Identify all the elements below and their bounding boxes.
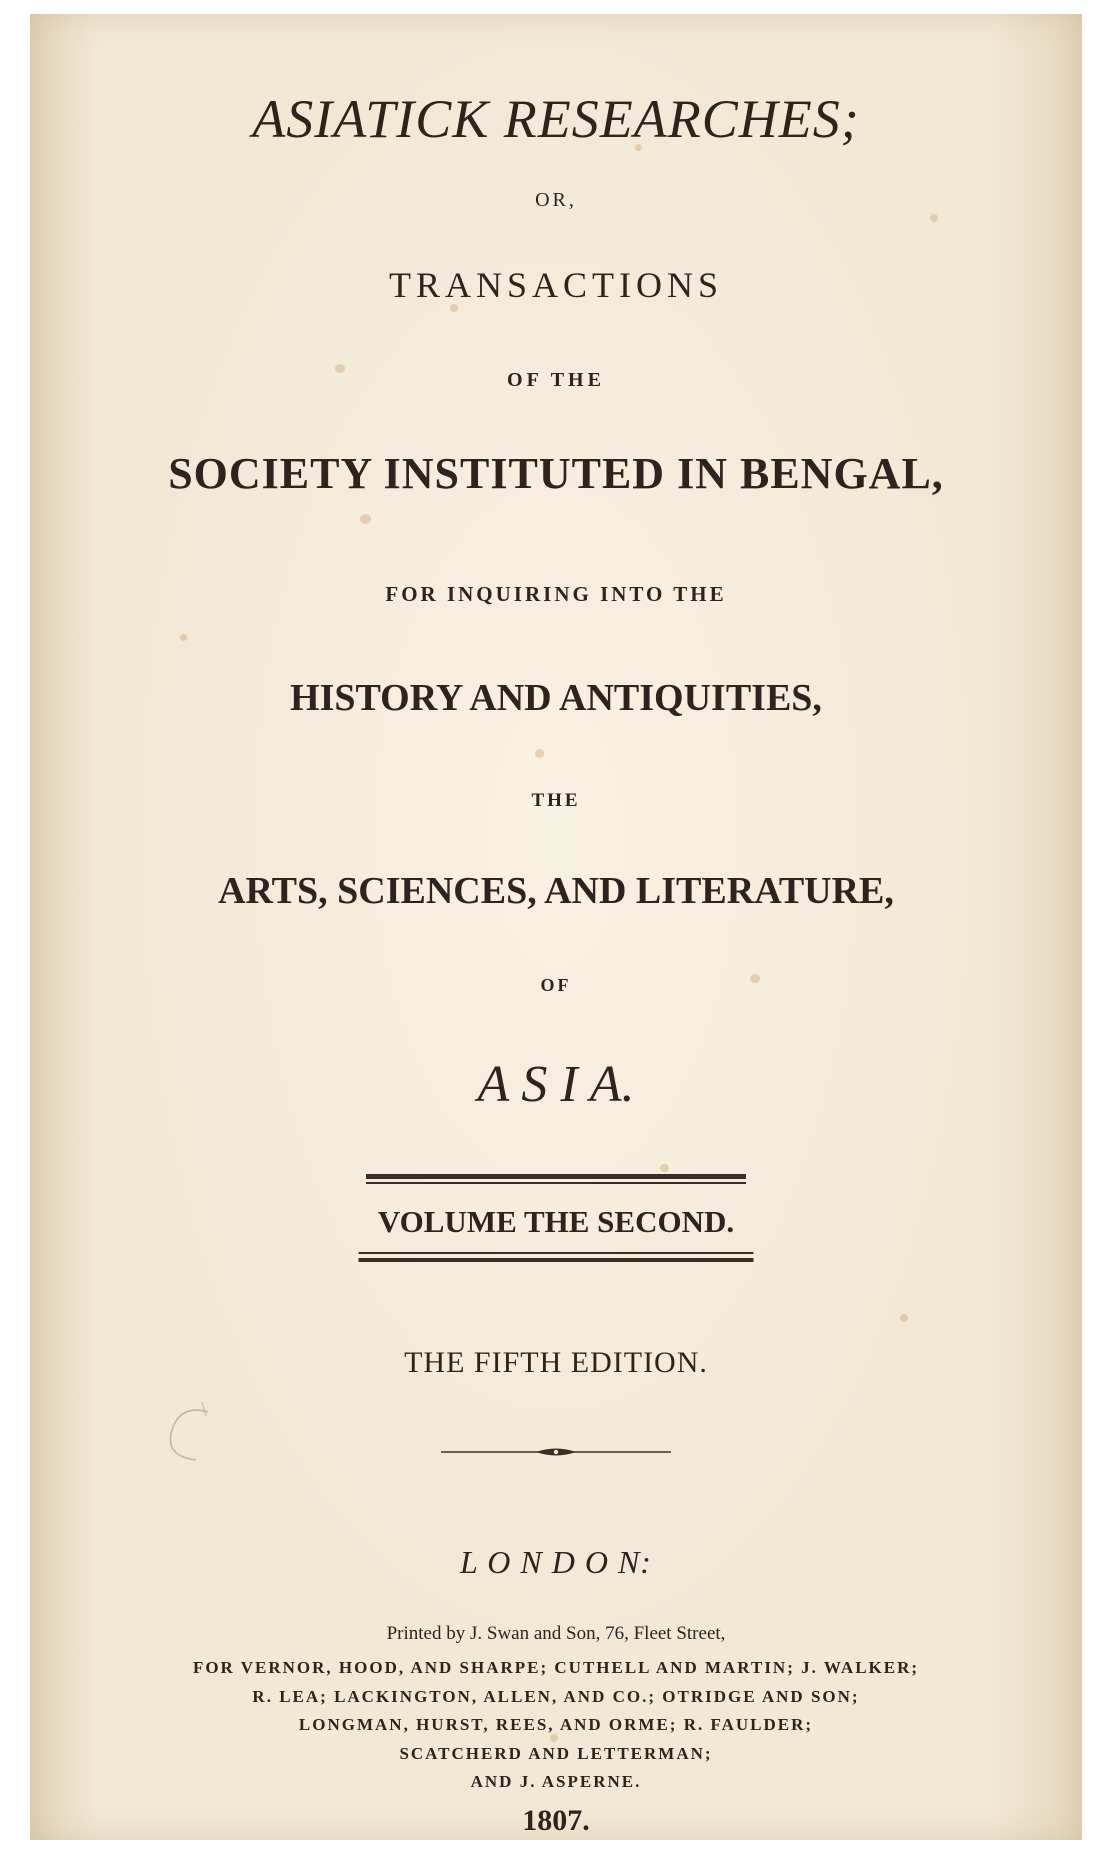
of-line: OF (540, 975, 572, 995)
foxing-spot (930, 214, 938, 222)
transactions-line: TRANSACTIONS (388, 265, 724, 305)
place-line: L O N D O N: (460, 1544, 652, 1580)
history-line: HISTORY AND ANTIQUITIES, (290, 677, 822, 719)
foxing-spot (660, 1164, 669, 1172)
asia-line: A S I A. (477, 1056, 635, 1113)
volume-rule-bottom-thin (359, 1252, 754, 1254)
volume-line: VOLUME THE SECOND. (377, 1204, 735, 1239)
foxing-spot (360, 514, 371, 524)
society-line: SOCIETY INSTITUTED IN BENGAL, (168, 449, 944, 498)
foxing-spot (180, 634, 187, 641)
foxing-spot (550, 1734, 558, 1742)
ornament-rule-icon (441, 1445, 671, 1459)
edition-line: THE FIFTH EDITION. (404, 1346, 708, 1379)
volume-rule-bottom-thick (359, 1258, 754, 1262)
publishers-line: LONGMAN, HURST, REES, AND ORME; R. FAULDER; (298, 1715, 814, 1734)
arts-line: ARTS, SCIENCES, AND LITERATURE, (218, 870, 894, 912)
foxing-spot (450, 304, 458, 312)
or-line: OR, (535, 189, 577, 211)
of-the-line: OF THE (507, 369, 605, 391)
year-line: 1807. (522, 1804, 590, 1837)
title-page (30, 14, 1082, 1840)
foxing-spot (900, 1314, 908, 1322)
the-line: THE (531, 790, 581, 811)
publishers-line: FOR VERNOR, HOOD, AND SHARPE; CUTHELL AND MARTIN; J. WALKER; (192, 1658, 920, 1677)
publishers-line: SCATCHERD AND LETTERMAN; (399, 1744, 713, 1763)
volume-rule-top-thin (366, 1182, 746, 1184)
printed-by-line: Printed by J. Swan and Son, 76, Fleet Street, (386, 1623, 726, 1644)
foxing-spot (535, 749, 544, 758)
volume-rule-top-thick (366, 1174, 746, 1179)
publishers-line: R. LEA; LACKINGTON, ALLEN, AND CO.; OTRIDGE AND SON; (252, 1687, 860, 1706)
publishers-line: AND J. ASPERNE. (470, 1772, 642, 1791)
pencil-mark-icon (150, 1394, 220, 1474)
for-inquiring-line: FOR INQUIRING INTO THE (385, 582, 727, 606)
book-title: ASIATICK RESEARCHES; (252, 89, 860, 149)
